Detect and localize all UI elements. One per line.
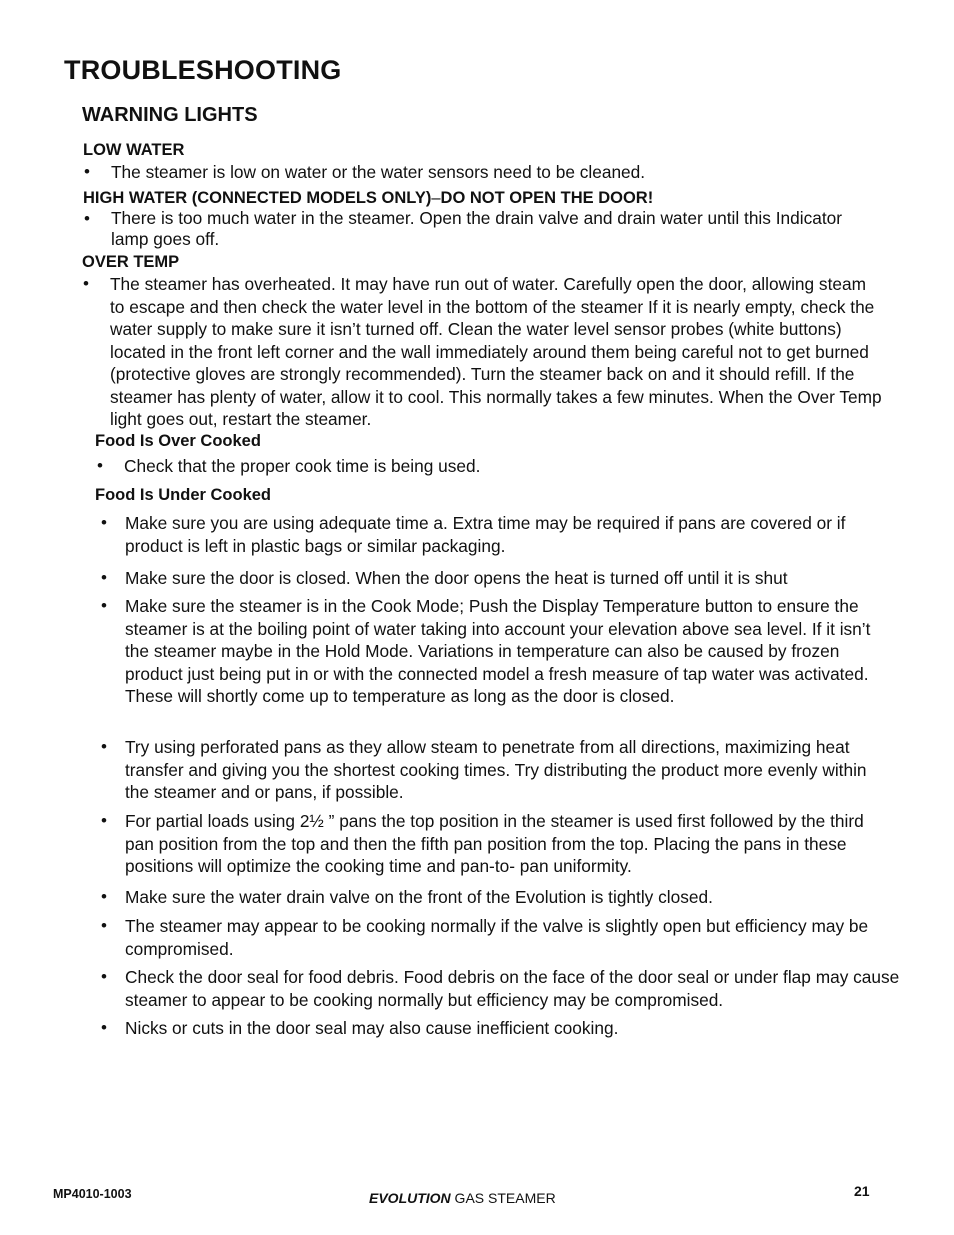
heading-dash: – bbox=[431, 189, 441, 207]
high-water-heading-text: HIGH WATER (CONNECTED MODELS ONLY) bbox=[83, 189, 432, 207]
subheading-high-water bbox=[83, 189, 653, 208]
section-heading-warning-lights: WARNING LIGHTS bbox=[82, 104, 258, 126]
subheading-food-under-cooked: Food Is Under Cooked bbox=[95, 486, 272, 504]
list-item: Make sure the steamer is in the Cook Mode; Push the Display Temperature button to ensure the steamer is at the boiling point of water taking into account your elevation above sea level. If it isn’t the steamer maybe in the Hold Mode. Variations in temperature can also be caused by frozen product just being put in or with the connected model a fresh measure of tap water was activated. These will shortly come up to temperature as long as the door is closed. bbox=[125, 596, 871, 706]
list-item: Make sure the water drain valve on the front of the Evolution is tightly closed. bbox=[125, 887, 713, 907]
list-item: The steamer has overheated. It may have run out of water. Carefully open the door, allowing steam to escape and then check the water level in the bottom of the steamer If it is nearly empty, check the water supply to make sure it isn’t turned off. Clean the water level sensor probes (white buttons) located in the front left corner and the wall immediately around them being careful not to get burned (protective gloves are strongly recommended). Turn the steamer back on and it should refill. If the steamer has plenty of water, allow it to cool. This normally takes a few minutes. When the Over Temp light goes out, restart the steamer. bbox=[110, 274, 882, 429]
list-item: The steamer may appear to be cooking normally if the valve is slightly open but efficiency may be compromised. bbox=[125, 916, 869, 959]
list-item: Nicks or cuts in the door seal may also cause inefficient cooking. bbox=[125, 1018, 619, 1038]
bullet-marker: • bbox=[101, 916, 107, 935]
page-title: TROUBLESHOOTING bbox=[64, 55, 342, 85]
list-item: Make sure the door is closed. When the door opens the heat is turned off until it is shut bbox=[125, 568, 788, 588]
list-item: For partial loads using 2½ ” pans the top position in the steamer is used first followed by the third pan position from the top and then the fifth pan position from the top. Placing the pans in these positions will optimize the cooking time and pan-to- pan uniformity. bbox=[125, 811, 864, 876]
bullet-marker: • bbox=[97, 456, 103, 475]
list-item: The steamer is low on water or the water sensors need to be cleaned. bbox=[111, 162, 646, 182]
footer-brand: EVOLUTION bbox=[369, 1190, 451, 1206]
footer-product-name bbox=[369, 1190, 556, 1206]
page-number: 21 bbox=[854, 1183, 870, 1199]
list-item: Make sure you are using adequate time a. Extra time may be required if pans are covered or if product is left in plastic bags or similar packaging. bbox=[125, 513, 846, 556]
list-item: There is too much water in the steamer. Open the drain valve and drain water until this Indicator lamp goes off. bbox=[111, 208, 842, 249]
bullet-marker: • bbox=[101, 568, 107, 587]
subheading-over-temp: OVER TEMP bbox=[82, 253, 180, 271]
bullet-marker: • bbox=[101, 887, 107, 906]
list-item: Check the door seal for food debris. Food debris on the face of the door seal or under flap may cause steamer to appear to be cooking normally but efficiency may be compromised. bbox=[125, 967, 900, 1010]
bullet-marker: • bbox=[101, 811, 107, 830]
footer-doc-number: MP4010-1003 bbox=[53, 1187, 132, 1201]
subheading-low-water: LOW WATER bbox=[83, 141, 185, 159]
bullet-marker: • bbox=[101, 513, 107, 532]
bullet-marker: • bbox=[101, 967, 107, 986]
bullet-marker: • bbox=[84, 162, 90, 181]
high-water-warning-text: DO NOT OPEN THE DOOR! bbox=[440, 189, 654, 207]
footer-brand-rest: GAS STEAMER bbox=[450, 1190, 556, 1206]
list-item: Try using perforated pans as they allow steam to penetrate from all directions, maximizing heat transfer and giving you the shortest cooking times. Try distributing the product more evenly within the steamer and or pans, if possible. bbox=[125, 737, 867, 802]
subheading-food-over-cooked: Food Is Over Cooked bbox=[95, 432, 261, 450]
list-item: Check that the proper cook time is being used. bbox=[124, 456, 481, 476]
bullet-marker: • bbox=[101, 1018, 107, 1037]
bullet-marker: • bbox=[101, 596, 107, 615]
bullet-marker: • bbox=[101, 737, 107, 756]
bullet-marker: • bbox=[83, 274, 89, 293]
bullet-marker: • bbox=[84, 209, 90, 228]
